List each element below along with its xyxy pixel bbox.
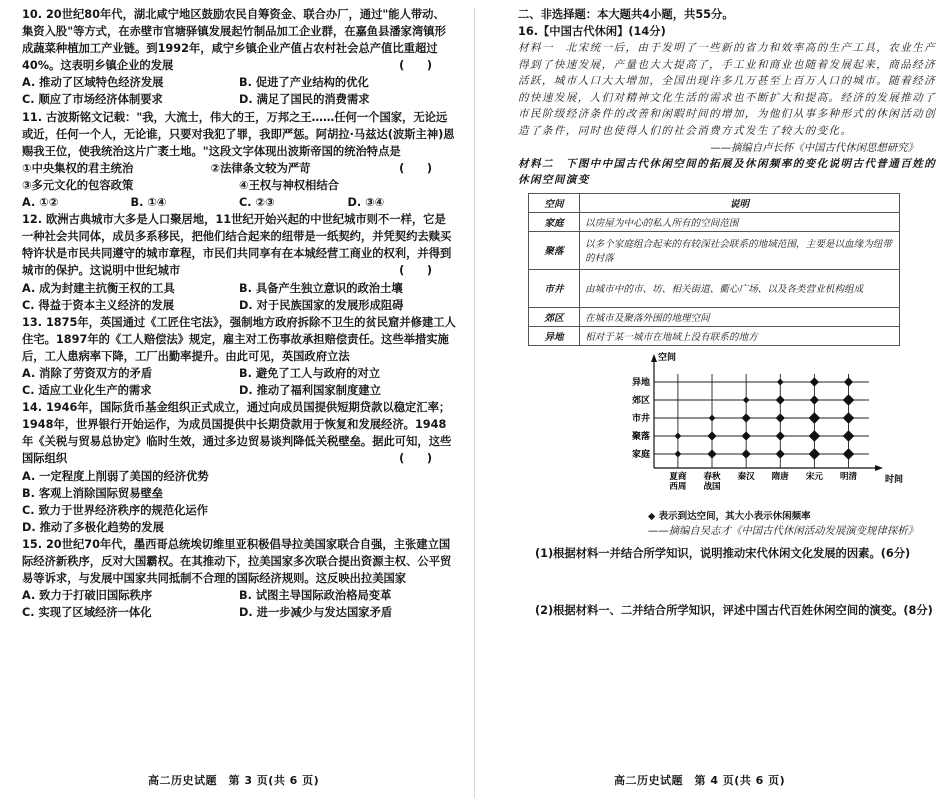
data-point-diamond — [674, 432, 681, 439]
table-header: 空间 — [529, 193, 580, 212]
space-table — [528, 193, 900, 346]
option-c: C. 顺应了市场经济体制要求 — [22, 93, 163, 107]
data-point-diamond — [844, 377, 853, 386]
data-point-diamond — [709, 414, 716, 421]
y-tick-label: 市井 — [631, 413, 650, 424]
option-b: B. 避免了工人与政府的对立 — [239, 366, 381, 380]
table-cell: 由城市中的市、坊、相关街道、衢心广场、以及各类营业机构组成 — [580, 269, 900, 307]
option-d: D. 推动了福利国家制度建立 — [239, 384, 381, 398]
page-footer-right: 高二历史试题 第 4 页(共 6 页) — [614, 774, 786, 787]
material-1: 材料一 北宋统一后，由于发明了一些新的省力和效率高的生产工具，农业生产得到了快速发展，产量也大大提高了，手工业和商业也随着发展起来，商品经济活跃，城市人口大大增加，全国出现许多几万甚至上百万人口的城市。随着经济的快速发展，人们对精神文化生活的需求也不断扩大和提高。经济的发展推动了市民阶级经济条件的改善和闲暇时间的增加，为他们从事多种形式的休闲活动创造了条件，同时也使得人们的社会消费方式发生了较大的变化。 — [518, 42, 937, 137]
table-cell: 市井 — [529, 269, 580, 307]
question-15 — [22, 536, 456, 621]
left-page — [0, 0, 470, 808]
x-tick-label: 宋元 — [805, 471, 823, 482]
answer-paren: ( ) — [399, 161, 432, 175]
table-row — [529, 212, 900, 231]
data-point-diamond — [743, 396, 750, 403]
y-axis-label: 空间 — [658, 352, 677, 363]
chart-svg — [604, 350, 904, 510]
y-axis-arrow — [651, 354, 657, 362]
data-point-diamond — [843, 448, 855, 460]
y-tick-label: 家庭 — [631, 449, 650, 460]
right-page — [482, 0, 950, 808]
data-point-diamond — [742, 431, 751, 440]
data-point-diamond — [843, 394, 855, 406]
y-tick-label: 郊区 — [631, 395, 650, 406]
chart-note: ◆ 表示到达空间，其大小表示休闲频率 — [648, 510, 811, 522]
statement-4: ④王权与神权相结合 — [239, 178, 339, 192]
statement-2: ②法律条文较为严苛 — [210, 161, 311, 175]
x-axis-arrow — [875, 465, 883, 471]
data-point-diamond — [843, 412, 855, 424]
data-point-diamond — [674, 450, 681, 457]
table-header-row — [529, 193, 900, 212]
option-c: C. 适应工业化生产的需求 — [22, 384, 152, 398]
q10-stem: 10. 20世纪80年代，湖北咸宁地区鼓励农民自筹资金、联合办厂，通过"能人带动、集资入股"等方式，在赤壁市官塘驿镇发展起竹制品加工企业群，在嘉鱼县潘家湾镇形成蔬菜种植加工产业链。到1992年，咸宁乡镇企业产值占农村社会总产值比重超过40%。这表明乡镇企业的发展 ( ) — [22, 6, 456, 74]
statement-1: ①中央集权的君主统治 — [22, 161, 134, 175]
page-footer-left: 高二历史试题 第 3 页(共 6 页) — [148, 774, 320, 787]
x-tick-label: 隋唐 — [771, 471, 789, 482]
x-axis-label: 时间 — [885, 474, 904, 485]
data-point-diamond — [809, 430, 821, 442]
option-d: D. 推动了多极化趋势的发展 — [22, 520, 164, 534]
data-point-diamond — [777, 378, 784, 385]
q14-stem: 14. 1946年，国际货币基金组织正式成立，通过向成员国提供短期贷款以稳定汇率；1948年，世界银行开始运作，为成员国提供中长期贷款用于恢复和发展经济。1948年《关税与贸易总协定》临时生效，通过多边贸易谈判降低关税壁垒。据此可知，这些国际组织 ( ) — [22, 399, 456, 467]
option-a: A. ①② — [22, 196, 59, 210]
answer-paren: ( ) — [399, 264, 432, 278]
q12-stem: 12. 欧洲古典城市大多是人口聚居地，11世纪开始兴起的中世纪城市则不一样，它是一种社会共同体，成员多系移民，把他们结合起来的纽带是一纸契约，并凭契约去赎买特许状是市民共同遵守的城市章程，市民们共同享有在本城经营工商业的权利，并得到城市的保护。这说明中世纪城市 ( ) — [22, 211, 456, 279]
table-cell: 郊区 — [529, 307, 580, 326]
q15-stem: 15. 20世纪70年代，墨西哥总统埃切维里亚积极倡导拉美国家联合自强，主张建立国际经济新秩序，反对大国霸权。在其推动下，拉美国家多次联合提出资源主权、公平贸易等诉求，与发展中国家共同抵制不合理的国际经济规则。这反映出拉美国家 — [22, 537, 452, 586]
table-row — [529, 326, 900, 345]
table-row — [529, 269, 900, 307]
option-b: B. 客观上消除国际贸易壁垒 — [22, 486, 164, 500]
statement-3: ③多元文化的包容政策 — [22, 178, 134, 192]
option-a: A. 成为封建主抗衡王权的工具 — [22, 281, 175, 295]
table-cell: 以房屋为中心的私人所有的空间范围 — [580, 212, 900, 231]
page-divider — [474, 8, 475, 798]
option-d: D. 满足了国民的消费需求 — [239, 93, 370, 107]
x-tick-label: 春秋 — [703, 471, 721, 482]
option-c: C. 得益于资本主义经济的发展 — [22, 298, 175, 312]
data-point-diamond — [776, 395, 785, 404]
answer-paren: ( ) — [399, 452, 432, 466]
table-cell: 在城市及聚落外围的地理空间 — [580, 307, 900, 326]
table-cell: 以多个家庭组合起来的有较深社会联系的地域范围，主要是以血缘为纽带的村落 — [580, 231, 900, 269]
option-a: A. 推动了区域特色经济发展 — [22, 76, 164, 90]
q11-stem: 11. 古波斯铭文记载："我，大流士，伟大的王，万邦之王……任何一个国家，无论远或近，任何一个人，无论谁，只要对我犯了罪，我即严惩。阿胡拉·马兹达(波斯主神)恩赐我王位，使我统治这片广袤土地。"这段文字体现出波斯帝国的统治特点是 ( ) — [22, 109, 456, 160]
option-b: B. 具备产生独立意识的政治土壤 — [239, 281, 403, 295]
data-point-diamond — [809, 448, 821, 460]
option-d: D. 进一步减少与发达国家矛盾 — [239, 606, 393, 620]
table-row — [529, 231, 900, 269]
x-tick-label: 西周 — [669, 481, 687, 492]
table-header: 说明 — [580, 193, 900, 212]
data-point-diamond — [810, 395, 819, 404]
data-point-diamond — [707, 431, 716, 440]
q16-title: 16.【中国古代休闲】(14分) — [518, 25, 666, 38]
question-10 — [22, 6, 456, 109]
data-point-diamond — [742, 413, 751, 422]
option-c: C. ②③ — [239, 196, 275, 210]
leisure-space-chart — [604, 350, 904, 510]
option-d: D. ③④ — [347, 196, 385, 210]
data-point-diamond — [707, 449, 716, 458]
data-point-diamond — [776, 413, 785, 422]
table-cell: 异地 — [529, 326, 580, 345]
option-c: C. 致力于世界经济秩序的规范化运作 — [22, 503, 208, 517]
question-11 — [22, 109, 456, 212]
option-b: B. ①④ — [130, 196, 167, 210]
y-tick-label: 聚落 — [631, 431, 650, 442]
option-a: A. 消除了劳资双方的矛盾 — [22, 366, 153, 380]
data-point-diamond — [843, 430, 855, 442]
x-tick-label: 夏商 — [669, 471, 687, 482]
q13-stem: 13. 1875年，英国通过《工匠住宅法》，强制地方政府拆除不卫生的贫民窟并修建工人住宅。1897年的《工人赔偿法》规定，雇主对工伤事故承担赔偿责任。这些举措实施后，工人患病率下降，工厂出勤率提升。由此可见，英国政府立法 — [22, 315, 456, 363]
question-12 — [22, 211, 456, 314]
answer-paren: ( ) — [399, 59, 432, 73]
material-1-source: ——摘编自卢长怀《中国古代休闲思想研究》 — [710, 141, 918, 154]
option-b: B. 促进了产业结构的优化 — [239, 76, 369, 90]
data-point-diamond — [776, 431, 785, 440]
material-2: 材料二 下图中中国古代休闲空间的拓展及休闲频率的变化说明古代普通百姓的休闲空间演变 — [518, 157, 937, 187]
x-tick-label: 战国 — [703, 481, 721, 492]
data-point-diamond — [776, 449, 785, 458]
sub-question-2: (2)根据材料一、二并结合所学知识，评述中国古代百姓休闲空间的演变。(8分) — [534, 604, 933, 618]
data-point-diamond — [810, 377, 819, 386]
x-tick-label: 秦汉 — [737, 471, 755, 482]
y-tick-label: 异地 — [631, 377, 650, 388]
option-a: A. 致力于打破旧国际秩序 — [22, 589, 153, 603]
option-a: A. 一定程度上削弱了美国的经济优势 — [22, 469, 209, 483]
option-b: B. 试图主导国际政治格局变革 — [239, 589, 392, 603]
x-tick-label: 明清 — [840, 471, 858, 482]
sub-question-1: (1)根据材料一并结合所学知识，说明推动宋代休闲文化发展的因素。(6分) — [534, 546, 911, 560]
material-2-source: ——摘编自吴志才《中国古代休闲活动发展演变规律探析》 — [647, 524, 918, 537]
question-14 — [22, 399, 456, 536]
section-title: 二、非选择题：本大题共4小题，共55分。 — [518, 8, 734, 21]
table-cell: 聚落 — [529, 231, 580, 269]
table-row — [529, 307, 900, 326]
option-c: C. 实现了区域经济一体化 — [22, 606, 152, 620]
question-13 — [22, 314, 456, 399]
table-cell: 家庭 — [529, 212, 580, 231]
data-point-diamond — [809, 412, 821, 424]
data-point-diamond — [742, 449, 751, 458]
table-cell: 相对于某一城市在地域上没有联系的地方 — [580, 326, 900, 345]
option-d: D. 对于民族国家的发展形成阻碍 — [239, 298, 404, 312]
